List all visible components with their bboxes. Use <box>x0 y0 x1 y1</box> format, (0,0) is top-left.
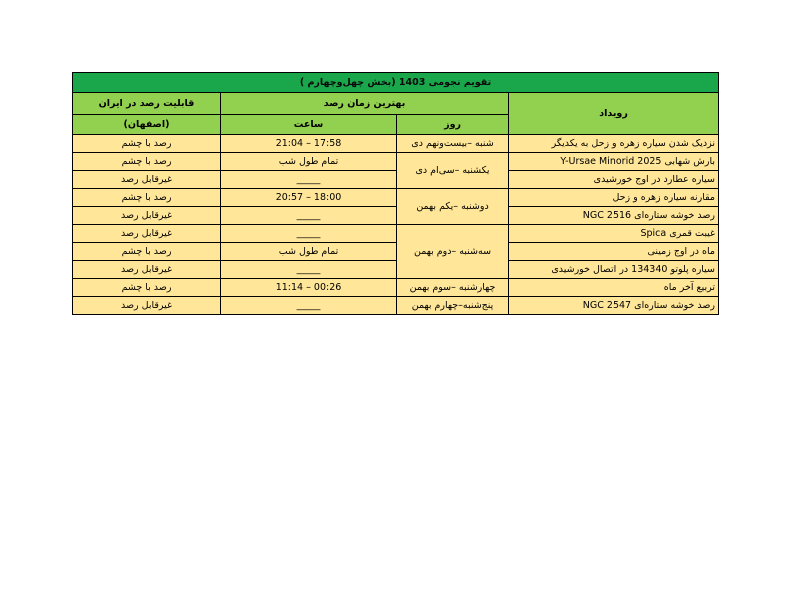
event-cell: سیاره پلوتو 134340 در اتصال خورشیدی <box>509 261 719 279</box>
visibility-cell: رصد با چشم <box>73 189 221 207</box>
visibility-cell: رصد با چشم <box>73 153 221 171</box>
table-row <box>73 189 719 207</box>
table-row <box>73 171 719 189</box>
table-row <box>73 225 719 243</box>
visibility-cell: غیرقابل رصد <box>73 225 221 243</box>
visibility-cell: غیرقابل رصد <box>73 297 221 315</box>
time-cell: _____ <box>221 207 397 225</box>
event-cell: غیبت قمری Spica <box>509 225 719 243</box>
event-cell: سیاره عطارد در اوج خورشیدی <box>509 171 719 189</box>
table-row <box>73 207 719 225</box>
day-cell: شنبه –بیست‌ونهم دی <box>397 135 509 153</box>
time-cell: 17:58 – 21:04 <box>221 135 397 153</box>
table-row <box>73 153 719 171</box>
event-cell: ماه در اوج زمینی <box>509 243 719 261</box>
time-cell: تمام طول شب <box>221 153 397 171</box>
header-visibility-line1: قابلیت رصد در ایران <box>73 93 221 115</box>
event-cell: رصد خوشه ستاره‌ای NGC 2547 <box>509 297 719 315</box>
time-cell: تمام طول شب <box>221 243 397 261</box>
header-event: رویداد <box>509 93 719 135</box>
day-cell: پنج‌شنبه–چهارم بهمن <box>397 297 509 315</box>
visibility-cell: غیرقابل رصد <box>73 207 221 225</box>
day-cell: سه‌شنبه –دوم بهمن <box>397 225 509 279</box>
table-row <box>73 279 719 297</box>
event-cell: نزدیک شدن سیاره زهره و زحل به یکدیگر <box>509 135 719 153</box>
visibility-cell: رصد با چشم <box>73 135 221 153</box>
header-best-time: بهترین زمان رصد <box>221 93 509 115</box>
day-cell: چهارشنبه –سوم بهمن <box>397 279 509 297</box>
time-cell: _____ <box>221 297 397 315</box>
header-day: روز <box>397 115 509 135</box>
table-title: تقویم نجومی 1403 (بخش چهل‌وچهارم ) <box>73 73 719 93</box>
event-cell: بارش شهابی Y-Ursae Minorid 2025 <box>509 153 719 171</box>
table-row <box>73 243 719 261</box>
time-cell: _____ <box>221 261 397 279</box>
table-row <box>73 135 719 153</box>
astronomy-calendar-table <box>72 72 719 315</box>
visibility-cell: رصد با چشم <box>73 279 221 297</box>
visibility-cell: غیرقابل رصد <box>73 171 221 189</box>
time-cell: _____ <box>221 225 397 243</box>
table-row <box>73 297 719 315</box>
header-time: ساعت <box>221 115 397 135</box>
visibility-cell: رصد با چشم <box>73 243 221 261</box>
time-cell: _____ <box>221 171 397 189</box>
day-cell: یکشنبه –سی‌ام دی <box>397 153 509 189</box>
time-cell: 00:26 – 11:14 <box>221 279 397 297</box>
visibility-cell: غیرقابل رصد <box>73 261 221 279</box>
event-cell: تربیع آخر ماه <box>509 279 719 297</box>
time-cell: 18:00 – 20:57 <box>221 189 397 207</box>
day-cell: دوشنبه –یکم بهمن <box>397 189 509 225</box>
event-cell: رصد خوشه ستاره‌ای NGC 2516 <box>509 207 719 225</box>
event-cell: مقارنه سیاره زهره و زحل <box>509 189 719 207</box>
table-row <box>73 261 719 279</box>
header-visibility-line2: (اصفهان) <box>73 115 221 135</box>
